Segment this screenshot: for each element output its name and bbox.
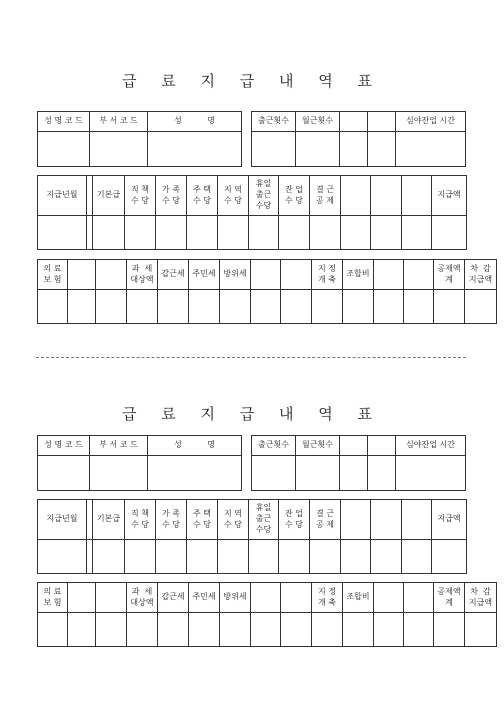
blank-cell[interactable] — [404, 290, 434, 324]
blank-header — [404, 260, 434, 290]
position-allowance-header: 직 책 수 당 — [125, 176, 156, 216]
blank-header — [340, 112, 368, 132]
name-cell[interactable] — [148, 456, 242, 491]
pay-month-cell[interactable] — [38, 216, 87, 250]
family-allowance-cell[interactable] — [156, 216, 187, 250]
health-insurance-header: 의 료 보 험 — [38, 260, 68, 290]
blank-header — [368, 112, 396, 132]
taxable-amount-cell[interactable] — [127, 613, 158, 647]
blank-header — [68, 260, 96, 290]
holiday-allowance-header: 휴일 출근 수당 — [249, 176, 279, 216]
base-pay-cell[interactable] — [93, 216, 125, 250]
resident-tax-header: 주민세 — [189, 260, 220, 290]
blank-cell[interactable] — [402, 216, 432, 250]
blank-cell[interactable] — [281, 290, 312, 324]
blank-cell[interactable] — [340, 456, 368, 491]
employee-info-table — [37, 111, 242, 167]
overtime-allowance-header: 잔 업 수 당 — [279, 500, 310, 540]
blank-header — [68, 583, 96, 613]
net-pay-cell[interactable] — [465, 613, 497, 647]
department-code-header: 부 서 코 드 — [90, 436, 148, 456]
blank-cell[interactable] — [341, 216, 371, 250]
overtime-allowance-header: 잔 업 수 당 — [279, 176, 310, 216]
monthly-count-cell[interactable] — [296, 456, 340, 491]
blank-cell[interactable] — [341, 540, 371, 574]
pay-month-header: 지급년월 — [38, 500, 87, 540]
monthly-count-header: 월근횟수 — [296, 436, 340, 456]
family-allowance-header: 가 족 수 당 — [156, 176, 187, 216]
defense-tax-cell[interactable] — [220, 290, 251, 324]
health-insurance-header: 의 료 보 험 — [38, 583, 68, 613]
department-code-cell[interactable] — [90, 132, 148, 167]
pay-slip-1 — [0, 0, 504, 340]
work-count-header: 출근횟수 — [252, 436, 296, 456]
union-fee-cell[interactable] — [343, 613, 374, 647]
blank-cell[interactable] — [368, 132, 396, 167]
blank-header — [341, 500, 371, 540]
blank-cell[interactable] — [96, 290, 127, 324]
row-gap — [38, 250, 467, 260]
holiday-allowance-cell[interactable] — [249, 540, 279, 574]
taxable-amount-cell[interactable] — [127, 290, 158, 324]
position-allowance-cell[interactable] — [125, 540, 156, 574]
taxable-amount-header: 과 세 대상액 — [127, 583, 158, 613]
net-pay-header: 차 감 지급액 — [465, 260, 497, 290]
blank-header — [96, 583, 127, 613]
blank-header — [340, 436, 368, 456]
blank-cell[interactable] — [251, 290, 281, 324]
taxable-amount-header: 과 세 대상액 — [127, 260, 158, 290]
pay-month-cell[interactable] — [38, 540, 87, 574]
name-header: 성 명 — [148, 112, 242, 132]
defense-tax-cell[interactable] — [220, 613, 251, 647]
name-header: 성 명 — [148, 436, 242, 456]
defense-tax-header: 방위세 — [220, 260, 251, 290]
total-deduction-cell[interactable] — [434, 290, 465, 324]
pay-amount-header: 지급액 — [432, 500, 467, 540]
attendance-table — [251, 435, 466, 491]
employee-info-table — [37, 435, 242, 491]
attendance-table — [251, 111, 466, 167]
blank-cell[interactable] — [374, 290, 404, 324]
pay-amount-cell[interactable] — [432, 540, 467, 574]
blank-header — [96, 260, 127, 290]
housing-allowance-header: 주 택 수 당 — [187, 500, 218, 540]
work-count-header: 출근횟수 — [252, 112, 296, 132]
base-pay-cell[interactable] — [93, 540, 125, 574]
pay-amount-header: 지급액 — [432, 176, 467, 216]
total-deduction-header: 공제액 계 — [434, 260, 465, 290]
position-allowance-header: 직 책 수 당 — [125, 500, 156, 540]
absence-deduction-cell[interactable] — [310, 540, 341, 574]
employee-code-cell[interactable] — [38, 456, 90, 491]
regional-allowance-header: 지 역 수 당 — [218, 176, 249, 216]
employee-code-header: 성 명 코 드 — [38, 112, 90, 132]
slip-title: 급 료 지 급 내 역 표 — [121, 405, 383, 423]
income-tax-header: 갑근세 — [158, 260, 189, 290]
net-pay-header: 차 감 지급액 — [465, 583, 497, 613]
blank-cell[interactable] — [68, 290, 96, 324]
net-pay-cell[interactable] — [465, 290, 497, 324]
blank-header — [371, 176, 402, 216]
income-tax-cell[interactable] — [158, 613, 189, 647]
blank-cell[interactable] — [96, 613, 127, 647]
income-tax-header: 갑근세 — [158, 583, 189, 613]
total-deduction-cell[interactable] — [434, 613, 465, 647]
employee-code-header: 성 명 코 드 — [38, 436, 90, 456]
family-allowance-cell[interactable] — [156, 540, 187, 574]
blank-cell[interactable] — [371, 540, 402, 574]
resident-tax-cell[interactable] — [189, 290, 220, 324]
deduction-table — [37, 582, 497, 647]
base-pay-header: 기본급 — [93, 500, 125, 540]
blank-cell[interactable] — [374, 613, 404, 647]
blank-cell[interactable] — [368, 456, 396, 491]
night-overtime-header: 심야잔업 시간 — [396, 112, 466, 132]
regional-allowance-header: 지 역 수 당 — [218, 500, 249, 540]
absence-deduction-header: 결 근 공 제 — [310, 176, 341, 216]
work-count-cell[interactable] — [252, 132, 296, 167]
defense-tax-header: 방위세 — [220, 583, 251, 613]
overtime-allowance-cell[interactable] — [279, 540, 310, 574]
union-fee-header: 조합비 — [343, 260, 374, 290]
blank-cell[interactable] — [404, 613, 434, 647]
employee-code-cell[interactable] — [38, 132, 90, 167]
absence-deduction-cell[interactable] — [310, 216, 341, 250]
absence-deduction-header: 결 근 공 제 — [310, 500, 341, 540]
payment-table — [37, 175, 467, 260]
night-overtime-header: 심야잔업 시간 — [396, 436, 466, 456]
night-overtime-cell[interactable] — [396, 132, 466, 167]
health-insurance-cell[interactable] — [38, 613, 68, 647]
blank-cell[interactable] — [251, 613, 281, 647]
housing-allowance-cell[interactable] — [187, 540, 218, 574]
income-tax-cell[interactable] — [158, 290, 189, 324]
blank-header — [251, 583, 281, 613]
blank-header — [371, 500, 402, 540]
blank-cell[interactable] — [68, 613, 96, 647]
work-count-cell[interactable] — [252, 456, 296, 491]
overtime-allowance-cell[interactable] — [279, 216, 310, 250]
housing-allowance-header: 주 택 수 당 — [187, 176, 218, 216]
blank-cell[interactable] — [402, 540, 432, 574]
pay-slip-2 — [0, 333, 504, 673]
regional-allowance-cell[interactable] — [218, 540, 249, 574]
resident-tax-header: 주민세 — [189, 583, 220, 613]
deduction-table — [37, 259, 497, 324]
base-pay-header: 기본급 — [93, 176, 125, 216]
blank-header — [368, 436, 396, 456]
health-insurance-cell[interactable] — [38, 290, 68, 324]
blank-cell[interactable] — [340, 132, 368, 167]
total-deduction-header: 공제액 계 — [434, 583, 465, 613]
union-fee-cell[interactable] — [343, 290, 374, 324]
payment-table — [37, 499, 467, 574]
blank-header — [404, 583, 434, 613]
holiday-allowance-header: 휴일 출근 수당 — [249, 500, 279, 540]
department-code-header: 부 서 코 드 — [90, 112, 148, 132]
blank-header — [402, 176, 432, 216]
pay-amount-cell[interactable] — [432, 216, 467, 250]
blank-header — [374, 260, 404, 290]
housing-allowance-cell[interactable] — [187, 216, 218, 250]
blank-header — [251, 260, 281, 290]
monthly-count-header: 월근횟수 — [296, 112, 340, 132]
designated-savings-cell[interactable] — [312, 290, 343, 324]
resident-tax-cell[interactable] — [189, 613, 220, 647]
designated-savings-cell[interactable] — [312, 613, 343, 647]
pay-month-header: 지급년월 — [38, 176, 87, 216]
night-overtime-cell[interactable] — [396, 456, 466, 491]
blank-header — [341, 176, 371, 216]
union-fee-header: 조합비 — [343, 583, 374, 613]
designated-savings-header: 지 정 개 축 — [312, 583, 343, 613]
name-cell[interactable] — [148, 132, 242, 167]
family-allowance-header: 가 족 수 당 — [156, 500, 187, 540]
blank-cell[interactable] — [371, 216, 402, 250]
slip-title: 급 료 지 급 내 역 표 — [121, 72, 383, 90]
blank-header — [281, 583, 312, 613]
position-allowance-cell[interactable] — [125, 216, 156, 250]
department-code-cell[interactable] — [90, 456, 148, 491]
blank-header — [281, 260, 312, 290]
regional-allowance-cell[interactable] — [218, 216, 249, 250]
blank-header — [402, 500, 432, 540]
blank-cell[interactable] — [281, 613, 312, 647]
holiday-allowance-cell[interactable] — [249, 216, 279, 250]
monthly-count-cell[interactable] — [296, 132, 340, 167]
blank-header — [374, 583, 404, 613]
designated-savings-header: 지 정 개 축 — [312, 260, 343, 290]
